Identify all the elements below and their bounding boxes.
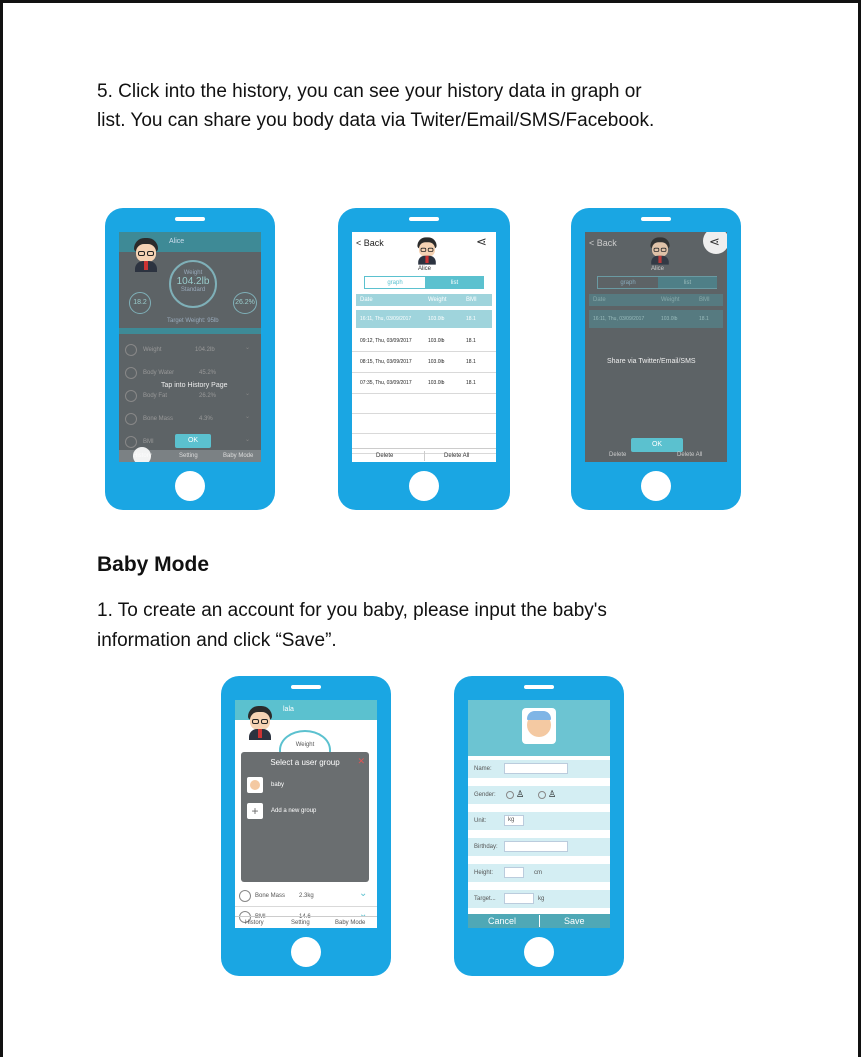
save-button[interactable]: Save bbox=[564, 916, 585, 926]
row-value: 14.6 bbox=[299, 914, 311, 920]
baby-line2: information and click “Save”. bbox=[97, 630, 337, 651]
row-label: Weight bbox=[143, 347, 162, 353]
row-date: 16:11, Thu, 03/09/2017 bbox=[593, 316, 645, 322]
group-dialog bbox=[241, 752, 369, 882]
row-weight: 103.0lb bbox=[661, 316, 678, 322]
plus-icon: + bbox=[247, 803, 263, 819]
form-header bbox=[468, 700, 610, 756]
phone-select-group bbox=[221, 676, 391, 976]
boy-icon: ♙ bbox=[516, 789, 525, 799]
row-bmi: 18.1 bbox=[466, 338, 476, 344]
close-icon[interactable]: ✕ bbox=[357, 756, 365, 766]
birthday-row bbox=[468, 838, 610, 856]
weight-label: Weight bbox=[295, 742, 315, 748]
user-name: Alice bbox=[418, 266, 432, 272]
row-weight: 103.0lb bbox=[428, 338, 445, 344]
view-toggle bbox=[597, 276, 717, 289]
user-name: Alice bbox=[651, 266, 665, 272]
bone-icon bbox=[239, 890, 251, 902]
height-unit: cm bbox=[534, 870, 542, 876]
row-label: Bone Mass bbox=[255, 893, 286, 899]
header-bmi: BMI bbox=[699, 297, 710, 303]
row-weight: 103.0lb bbox=[428, 316, 445, 322]
row-label: Body Water bbox=[143, 370, 175, 376]
tap-indicator bbox=[133, 447, 151, 462]
header-weight: Weight bbox=[661, 297, 680, 303]
weight-circle bbox=[169, 260, 217, 308]
divider-bar bbox=[119, 328, 261, 334]
row-weight: 103.0lb bbox=[428, 359, 445, 365]
group-item-add[interactable] bbox=[241, 800, 369, 822]
bottom-bar bbox=[352, 448, 496, 462]
chevron-down-icon[interactable]: ⌄ bbox=[359, 909, 368, 920]
birthday-input[interactable] bbox=[504, 841, 568, 852]
avatar bbox=[415, 237, 439, 264]
table-row[interactable] bbox=[356, 310, 492, 328]
back-button[interactable]: < Back bbox=[356, 238, 384, 248]
header-bmi: BMI bbox=[466, 297, 477, 303]
bottom-divider bbox=[424, 451, 425, 461]
water-icon bbox=[125, 367, 137, 379]
height-row bbox=[468, 864, 610, 882]
view-toggle bbox=[364, 276, 484, 289]
table-row[interactable] bbox=[356, 332, 492, 350]
list-tab[interactable]: list bbox=[658, 277, 717, 288]
gender-row bbox=[468, 786, 610, 804]
header-weight: Weight bbox=[428, 297, 447, 303]
row-date: 07:35, Thu, 03/09/2017 bbox=[360, 380, 412, 386]
unit-row bbox=[468, 812, 610, 830]
row-value: 45.2% bbox=[199, 370, 217, 376]
graph-tab[interactable]: graph bbox=[387, 280, 403, 286]
row-bmi: 18.1 bbox=[466, 359, 476, 365]
phone-speaker bbox=[409, 217, 439, 221]
tab-baby-mode[interactable]: Baby Mode bbox=[223, 453, 254, 459]
bottom-bar bbox=[585, 448, 727, 462]
header-date: Date bbox=[360, 297, 373, 303]
delete-button[interactable]: Delete bbox=[609, 452, 627, 458]
baby-line1: 1. To create an account for you baby, please input the baby's bbox=[97, 600, 607, 621]
phone-share-screen bbox=[571, 208, 741, 510]
baby-icon bbox=[247, 777, 263, 793]
form-footer bbox=[468, 914, 610, 928]
row-divider bbox=[352, 372, 496, 373]
share-icon[interactable]: ⋖ bbox=[476, 234, 487, 249]
share-icon[interactable]: ⋖ bbox=[709, 234, 720, 249]
name-input[interactable] bbox=[504, 763, 568, 774]
back-button[interactable]: < Back bbox=[589, 238, 617, 248]
group-label: Add a new group bbox=[271, 808, 317, 814]
footer-divider bbox=[539, 915, 540, 927]
birthday-label: Birthday: bbox=[474, 844, 498, 850]
home-button[interactable] bbox=[524, 937, 554, 967]
weight-icon bbox=[125, 344, 137, 356]
row-label: Body Fat bbox=[143, 393, 168, 399]
fat-circle: 26.2% bbox=[233, 292, 257, 314]
target-weight: Target Weight: 95lb bbox=[167, 318, 219, 324]
tab-history[interactable]: History bbox=[245, 920, 264, 926]
weight-label: Weight bbox=[183, 270, 203, 276]
row-value: 2.3kg bbox=[299, 893, 314, 899]
home-button[interactable] bbox=[291, 937, 321, 967]
table-row[interactable] bbox=[589, 310, 723, 328]
phone-screen bbox=[468, 700, 610, 928]
bmi-icon bbox=[125, 436, 137, 448]
row-divider bbox=[352, 413, 496, 414]
weight-status: Standard bbox=[180, 287, 206, 293]
tab-baby-mode[interactable]: Baby Mode bbox=[335, 920, 366, 926]
row-bmi: 18.1 bbox=[466, 316, 476, 322]
phone-home-screen bbox=[105, 208, 275, 510]
chevron-down-icon[interactable]: ⌄ bbox=[245, 414, 251, 420]
target-input[interactable] bbox=[504, 893, 534, 904]
tab-bar bbox=[235, 916, 377, 928]
row-weight: 103.0lb bbox=[428, 380, 445, 386]
chevron-down-icon[interactable]: ⌄ bbox=[359, 888, 368, 899]
overlay-hint: Tap into History Page bbox=[161, 382, 228, 389]
row-value: 26.2% bbox=[199, 393, 217, 399]
share-prompt: Share via Twitter/Email/SMS bbox=[607, 358, 696, 365]
fat-icon bbox=[125, 390, 137, 402]
list-tab[interactable]: list bbox=[425, 277, 484, 288]
dialog-title: Select a user group bbox=[270, 758, 340, 767]
row-label: BMI bbox=[143, 439, 154, 445]
row-label: Bone Mass bbox=[143, 416, 174, 422]
phone-speaker bbox=[524, 685, 554, 689]
row-bmi: 18.1 bbox=[699, 316, 709, 322]
table-header bbox=[356, 294, 492, 306]
phone-speaker bbox=[175, 217, 205, 221]
group-label: baby bbox=[271, 782, 285, 788]
baby-mode-heading: Baby Mode bbox=[97, 553, 210, 576]
delete-all-button[interactable]: Delete All bbox=[444, 453, 470, 459]
row-divider bbox=[352, 393, 496, 394]
tab-setting[interactable]: Setting bbox=[291, 920, 310, 926]
gender-radio-girl[interactable] bbox=[538, 791, 546, 799]
height-input[interactable] bbox=[504, 867, 524, 878]
bmi-circle: 18.2 bbox=[129, 292, 151, 314]
row-value: 104.2lb bbox=[195, 347, 215, 353]
target-row bbox=[468, 890, 610, 908]
home-button[interactable] bbox=[641, 471, 671, 501]
phone-speaker bbox=[291, 685, 321, 689]
section5-line1: 5. Click into the history, you can see your history data in graph or bbox=[97, 81, 642, 102]
user-name: Alice bbox=[169, 238, 185, 245]
chevron-down-icon[interactable]: ⌄ bbox=[245, 345, 251, 351]
phone-screen bbox=[585, 232, 727, 462]
ok-button[interactable]: OK bbox=[631, 438, 683, 452]
gender-label: Gender: bbox=[474, 792, 496, 798]
section5-line2: list. You can share you body data via Twiter/Email/SMS/Facebook. bbox=[97, 110, 655, 131]
home-button[interactable] bbox=[175, 471, 205, 501]
row-bmi: 18.1 bbox=[466, 380, 476, 386]
phone-baby-form bbox=[454, 676, 624, 976]
chevron-down-icon[interactable]: ⌄ bbox=[245, 391, 251, 397]
row-date: 16:11, Thu, 03/09/2017 bbox=[360, 316, 412, 322]
avatar bbox=[245, 706, 275, 740]
group-item-baby[interactable] bbox=[241, 774, 369, 796]
name-label: Name: bbox=[474, 766, 492, 772]
phone-screen bbox=[235, 700, 377, 928]
avatar bbox=[131, 238, 161, 272]
height-label: Height: bbox=[474, 870, 494, 876]
girl-icon: ♙ bbox=[548, 789, 557, 799]
graph-tab[interactable]: graph bbox=[620, 280, 636, 286]
weight-value: 104.2lb bbox=[176, 276, 210, 287]
cancel-button[interactable]: Cancel bbox=[488, 916, 517, 926]
phone-screen bbox=[119, 232, 261, 462]
baby-avatar[interactable] bbox=[522, 708, 556, 744]
row-value: 4.3% bbox=[199, 416, 213, 422]
phone-speaker bbox=[641, 217, 671, 221]
table-header bbox=[589, 294, 723, 306]
unit-label: Unit: bbox=[474, 818, 487, 824]
row-label: BMI bbox=[255, 914, 266, 920]
target-label: Target... bbox=[474, 896, 496, 902]
bone-icon bbox=[125, 413, 137, 425]
delete-all-button[interactable]: Delete All bbox=[677, 452, 703, 458]
phone-screen bbox=[352, 232, 496, 462]
name-row bbox=[468, 760, 610, 778]
unit-select[interactable]: kg bbox=[504, 815, 524, 826]
user-name: lala bbox=[283, 706, 294, 713]
delete-button[interactable]: Delete bbox=[376, 453, 394, 459]
row-divider bbox=[235, 906, 377, 907]
row-divider bbox=[352, 351, 496, 352]
row-date: 08:15, Thu, 03/09/2017 bbox=[360, 359, 412, 365]
header-date: Date bbox=[593, 297, 606, 303]
chevron-down-icon[interactable]: ⌄ bbox=[245, 437, 251, 443]
home-button[interactable] bbox=[409, 471, 439, 501]
gender-radio-boy[interactable] bbox=[506, 791, 514, 799]
table-row[interactable] bbox=[356, 353, 492, 371]
avatar bbox=[648, 237, 672, 264]
table-row[interactable] bbox=[356, 374, 492, 392]
target-unit: kg bbox=[538, 896, 545, 902]
ok-button[interactable]: OK bbox=[175, 434, 211, 448]
phone-history-list bbox=[338, 208, 510, 510]
row-divider bbox=[352, 433, 496, 434]
row-date: 09:12, Thu, 03/09/2017 bbox=[360, 338, 412, 344]
tab-setting[interactable]: Setting bbox=[179, 453, 198, 459]
